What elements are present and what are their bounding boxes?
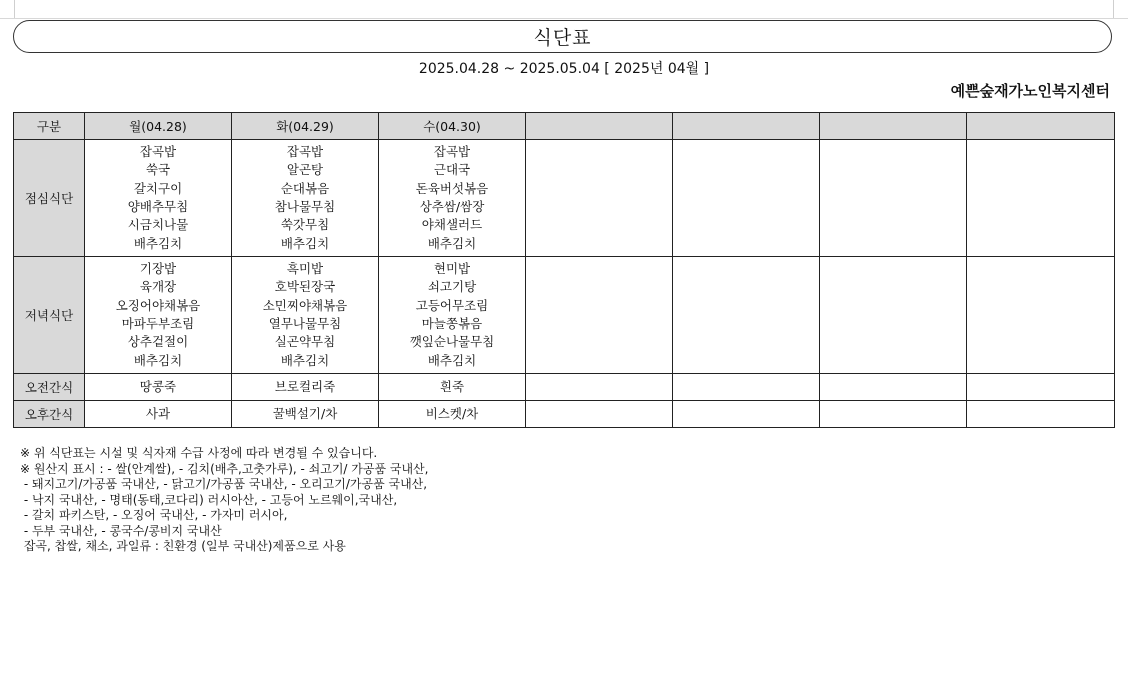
menu-cell — [673, 401, 820, 428]
organization-name: 예쁜숲재가노인복지센터 — [950, 82, 1110, 100]
menu-item: 참나물무침 — [274, 199, 336, 214]
note-line: - 두부 국내산, - 콩국수/콩비지 국내산 — [20, 523, 222, 538]
menu-cell — [232, 140, 379, 257]
menu-item: 오징어야채볶음 — [115, 297, 201, 313]
table-row — [14, 401, 1115, 428]
menu-cell — [526, 374, 673, 401]
menu-item: 마파두부조림 — [121, 316, 195, 331]
menu-cell — [85, 374, 232, 401]
menu-item: 육개장 — [139, 279, 177, 295]
menu-item: 비스켓/차 — [425, 405, 479, 421]
header-cell: 수(04.30) — [379, 113, 526, 140]
document-title: 식단표 — [13, 20, 1112, 53]
menu-item: 배추김치 — [280, 352, 330, 368]
menu-cell — [85, 401, 232, 428]
menu-item: 배추김치 — [427, 352, 477, 368]
row-label: 오전간식 — [14, 374, 85, 401]
note-line: 잡곡, 찹쌀, 채소, 과일류 : 친환경 (일부 국내산)제품으로 사용 — [20, 539, 346, 553]
menu-cell — [820, 401, 967, 428]
menu-cell — [232, 257, 379, 374]
table-row — [14, 140, 1115, 257]
row-label: 점심식단 — [14, 140, 85, 257]
notes — [20, 446, 428, 555]
header-row — [14, 113, 1115, 140]
menu-table — [13, 112, 1115, 428]
note-line: - 갈치 파키스탄, - 오징어 국내산, - 가자미 러시아, — [20, 508, 288, 522]
menu-item: 기장밥 — [139, 261, 177, 277]
menu-item: 상추겉절이 — [127, 334, 189, 350]
menu-item: 잡곡밥 — [286, 144, 324, 160]
menu-item: 순대볶음 — [280, 180, 330, 196]
header-cell: 월(04.28) — [85, 113, 232, 140]
menu-item: 배추김치 — [280, 235, 330, 251]
note-line: - 낙지 국내산, - 명태(동태,코다리) 러시아산, - 고등어 노르웨이,국내산, — [20, 492, 398, 507]
menu-item: 마늘쫑볶음 — [421, 316, 483, 331]
menu-item: 시금치나물 — [127, 217, 189, 233]
menu-item: 쇠고기탕 — [427, 279, 477, 295]
header-cell — [967, 113, 1115, 140]
menu-cell — [526, 257, 673, 374]
menu-cell — [232, 401, 379, 428]
menu-item: 흑미밥 — [286, 261, 324, 277]
menu-item: 근대국 — [433, 162, 471, 178]
menu-cell — [967, 140, 1115, 257]
menu-cell — [379, 374, 526, 401]
menu-item: 잡곡밥 — [433, 144, 471, 160]
menu-cell — [673, 257, 820, 374]
menu-cell — [967, 401, 1115, 428]
menu-item: 꿀백설기/차 — [272, 405, 338, 421]
menu-item: 쑥갓무침 — [280, 217, 330, 233]
menu-cell — [673, 374, 820, 401]
header-cell: 화(04.29) — [232, 113, 379, 140]
menu-item: 배추김치 — [427, 235, 477, 251]
menu-cell — [85, 140, 232, 257]
menu-cell — [379, 401, 526, 428]
menu-item: 양배추무침 — [127, 199, 189, 214]
header-cell: 구분 — [14, 113, 85, 140]
header-cell — [526, 113, 673, 140]
menu-item: 땅콩죽 — [139, 378, 177, 394]
menu-cell — [526, 401, 673, 428]
menu-item: 호박된장국 — [274, 279, 336, 295]
page-top-edge — [0, 0, 1128, 19]
menu-item: 열무나물무침 — [268, 316, 342, 331]
menu-cell — [526, 140, 673, 257]
menu-item: 브로컬리죽 — [274, 378, 336, 394]
menu-item: 실곤약무침 — [274, 334, 336, 350]
menu-cell — [85, 257, 232, 374]
menu-cell — [820, 374, 967, 401]
header-cell — [820, 113, 967, 140]
menu-item: 사과 — [145, 405, 171, 421]
menu-item: 흰죽 — [439, 378, 465, 394]
menu-item: 현미밥 — [433, 261, 471, 277]
menu-item: 깻잎순나물무침 — [409, 334, 495, 350]
row-label: 저녁식단 — [14, 257, 85, 374]
menu-item: 갈치구이 — [133, 180, 183, 196]
table-row — [14, 257, 1115, 374]
menu-cell — [967, 257, 1115, 374]
note-line: - 돼지고기/가공품 국내산, - 닭고기/가공품 국내산, - 오리고기/가공품 국내산, — [20, 477, 428, 491]
row-label: 오후간식 — [14, 401, 85, 428]
menu-item: 고등어무조림 — [415, 297, 489, 313]
menu-item: 소민찌야채볶음 — [262, 297, 348, 313]
menu-item: 상추쌈/쌈장 — [419, 199, 485, 214]
menu-item: 쑥국 — [145, 162, 171, 178]
note-line: ※ 원산지 표시 : - 쌀(안계쌀), - 김치(배추,고춧가루), - 쇠고기/ 가공품 국내산, — [20, 461, 429, 476]
menu-cell — [820, 140, 967, 257]
date-period: 2025.04.28 ~ 2025.05.04 [ 2025년 04월 ] — [418, 61, 710, 77]
menu-item: 야채샐러드 — [421, 217, 483, 233]
menu-cell — [379, 257, 526, 374]
note-line: ※ 위 식단표는 시설 및 식자재 수급 사정에 따라 변경될 수 있습니다. — [20, 446, 378, 460]
menu-item: 배추김치 — [133, 352, 183, 368]
menu-cell — [820, 257, 967, 374]
header-cell — [673, 113, 820, 140]
table-row — [14, 374, 1115, 401]
menu-item: 알곤탕 — [286, 162, 324, 178]
menu-item: 잡곡밥 — [139, 144, 177, 160]
page-margin-mark-left — [14, 0, 15, 18]
menu-item: 배추김치 — [133, 235, 183, 251]
menu-item: 돈육버섯볶음 — [415, 180, 489, 196]
menu-cell — [232, 374, 379, 401]
menu-cell — [967, 374, 1115, 401]
page-margin-mark-right — [1113, 0, 1114, 18]
menu-cell — [379, 140, 526, 257]
menu-cell — [673, 140, 820, 257]
